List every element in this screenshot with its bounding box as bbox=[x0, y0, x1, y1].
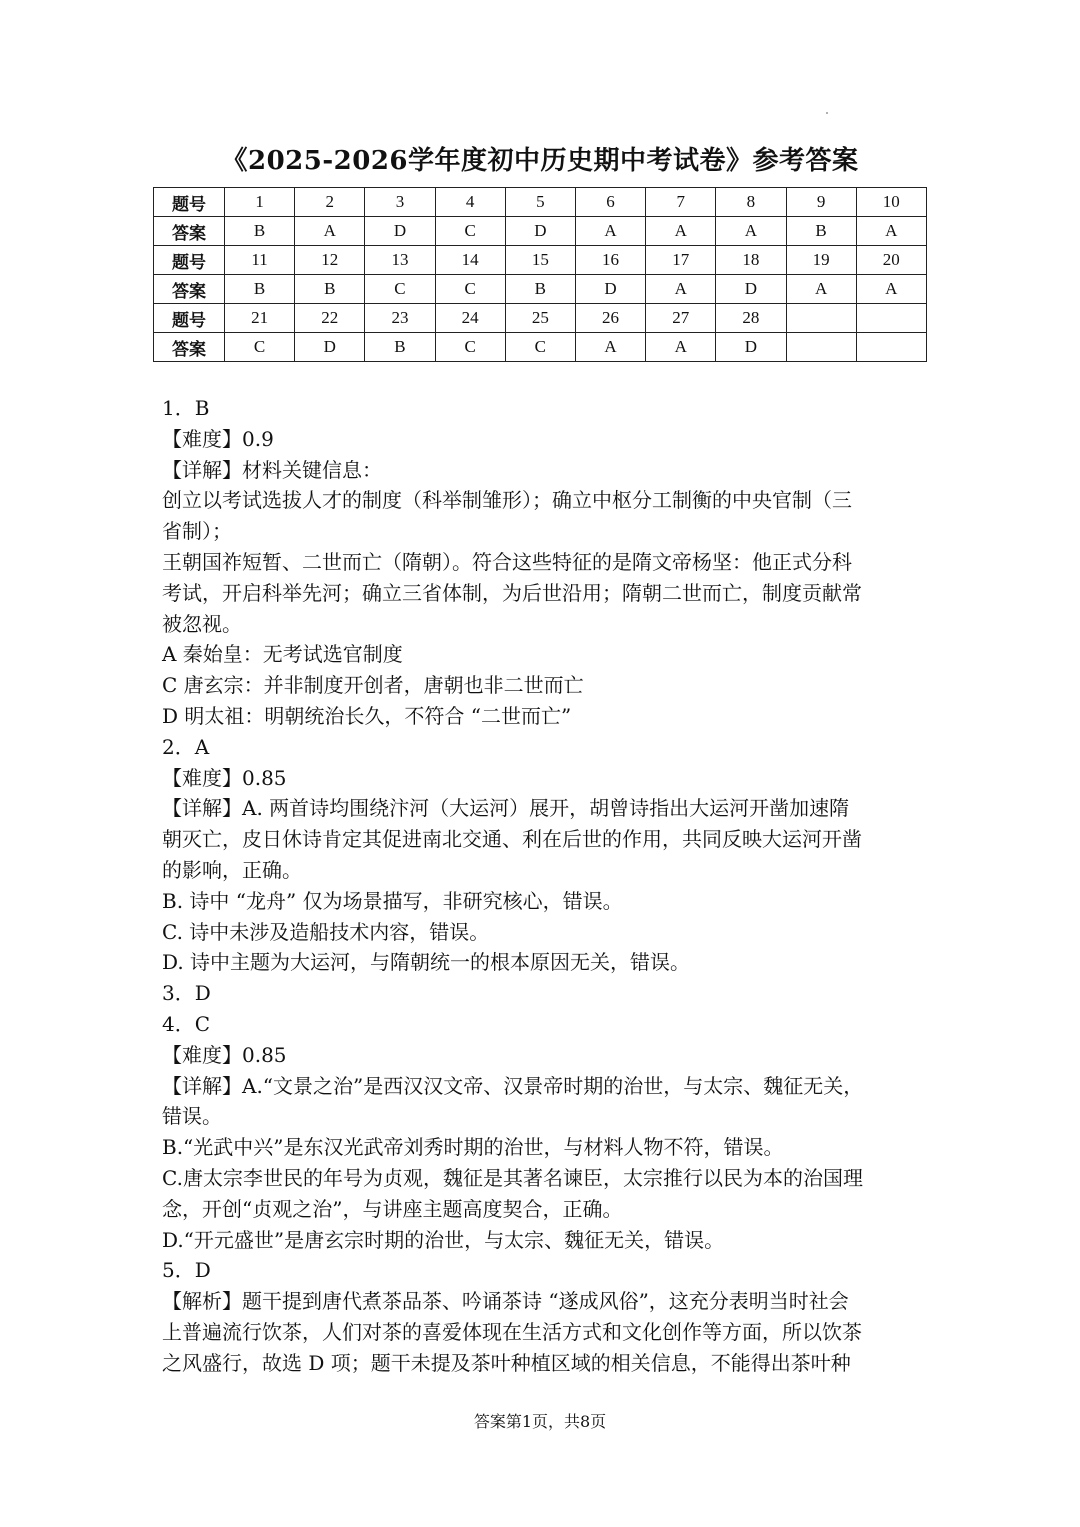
question-number-cell: 19 bbox=[786, 246, 856, 275]
question-number-cell: 6 bbox=[575, 188, 645, 217]
question-number-cell bbox=[856, 304, 926, 333]
question-number-cell: 15 bbox=[505, 246, 575, 275]
row-header: 题号 bbox=[154, 304, 225, 333]
row-header: 题号 bbox=[154, 188, 225, 217]
text-line: 【难度】0.85 bbox=[162, 1042, 287, 1067]
answer-key-table bbox=[153, 187, 927, 362]
text-line: 考试，开启科举先河；确立三省体制，为后世沿用；隋朝二世而亡，制度贡献常 bbox=[162, 580, 862, 605]
question-number-row bbox=[154, 188, 927, 217]
text-line: 【详解】材料关键信息： bbox=[162, 457, 382, 482]
text-line: 省制）； bbox=[162, 519, 232, 544]
question-number-cell: 8 bbox=[716, 188, 786, 217]
text-line: 1．B bbox=[162, 396, 210, 420]
answer-cell: A bbox=[856, 217, 926, 246]
answer-cell: C bbox=[365, 275, 435, 304]
question-number-cell: 11 bbox=[225, 246, 295, 275]
answer-explanations bbox=[162, 393, 922, 1379]
page-title: 《2025-2026学年度初中历史期中考试卷》参考答案 bbox=[221, 146, 859, 176]
text-line: 创立以考试选拔人才的制度（科举制雏形）；确立中枢分工制衡的中央官制（三 bbox=[162, 488, 852, 513]
question-number-row bbox=[154, 304, 927, 333]
answer-cell: C bbox=[435, 217, 505, 246]
text-line: 【难度】0.85 bbox=[162, 765, 287, 790]
text-line: 的影响，正确。 bbox=[162, 857, 302, 882]
page-mark bbox=[826, 112, 828, 114]
question-number-cell: 13 bbox=[365, 246, 435, 275]
answer-cell: A bbox=[575, 333, 645, 362]
answer-cell: A bbox=[646, 275, 716, 304]
answer-cell: B bbox=[225, 275, 295, 304]
text-line: 上普遍流行饮茶，人们对茶的喜爱体现在生活方式和文化创作等方面，所以饮茶 bbox=[162, 1319, 862, 1344]
text-line: 王朝国祚短暂、二世而亡（隋朝）。符合这些特征的是隋文帝杨坚：他正式分科 bbox=[162, 549, 852, 574]
page-footer: 答案第1页，共8页 bbox=[473, 1412, 607, 1431]
text-line: 【难度】0.9 bbox=[162, 426, 274, 451]
text-line: 朝灭亡，皮日休诗肯定其促进南北交通、利在后世的作用，共同反映大运河开凿 bbox=[162, 827, 862, 852]
question-number-cell bbox=[786, 304, 856, 333]
text-line: D.“开元盛世”是唐玄宗时期的治世，与太宗、魏征无关，错误。 bbox=[162, 1227, 725, 1252]
text-line: 被忽视。 bbox=[162, 611, 242, 636]
question-number-cell: 22 bbox=[295, 304, 365, 333]
text-line: 【详解】A.“文景之治”是西汉汉文帝、汉景帝时期的治世，与太宗、魏征无关， bbox=[162, 1073, 864, 1098]
text-line: D 明太祖：明朝统治长久，不符合 “二世而亡” bbox=[162, 703, 572, 728]
answer-cell: D bbox=[716, 275, 786, 304]
question-number-cell: 24 bbox=[435, 304, 505, 333]
row-header: 答案 bbox=[154, 275, 225, 304]
question-number-cell: 21 bbox=[225, 304, 295, 333]
question-number-cell: 17 bbox=[646, 246, 716, 275]
text-line: 【解析】题干提到唐代煮茶品茶、吟诵茶诗 “遂成风俗”，这充分表明当时社会 bbox=[162, 1289, 849, 1314]
answer-cell: B bbox=[365, 333, 435, 362]
question-number-cell: 18 bbox=[716, 246, 786, 275]
question-number-cell: 7 bbox=[646, 188, 716, 217]
answer-cell: D bbox=[365, 217, 435, 246]
answer-cell: B bbox=[295, 275, 365, 304]
row-header: 题号 bbox=[154, 246, 225, 275]
answer-cell: A bbox=[856, 275, 926, 304]
row-header: 答案 bbox=[154, 217, 225, 246]
question-number-cell: 20 bbox=[856, 246, 926, 275]
text-line: 【详解】A. 两首诗均围绕汴河（大运河）展开，胡曾诗指出大运河开凿加速隋 bbox=[162, 796, 850, 821]
answer-row bbox=[154, 217, 927, 246]
question-number-cell: 2 bbox=[295, 188, 365, 217]
question-number-cell: 9 bbox=[786, 188, 856, 217]
row-header: 答案 bbox=[154, 333, 225, 362]
text-line: B. 诗中 “龙舟” 仅为场景描写，非研究核心，错误。 bbox=[162, 888, 623, 913]
text-line: 4．C bbox=[162, 1011, 211, 1036]
answer-cell: A bbox=[786, 275, 856, 304]
answer-cell: B bbox=[225, 217, 295, 246]
answer-cell: A bbox=[646, 217, 716, 246]
answer-cell: D bbox=[716, 333, 786, 362]
text-line: C.唐太宗李世民的年号为贞观，魏征是其著名谏臣，太宗推行以民为本的治国理 bbox=[162, 1165, 863, 1190]
answer-cell: A bbox=[716, 217, 786, 246]
text-line: C. 诗中未涉及造船技术内容，错误。 bbox=[162, 919, 490, 944]
text-line: D. 诗中主题为大运河，与隋朝统一的根本原因无关，错误。 bbox=[162, 950, 691, 975]
question-number-cell: 12 bbox=[295, 246, 365, 275]
question-number-cell: 5 bbox=[505, 188, 575, 217]
answer-cell: D bbox=[575, 275, 645, 304]
answer-cell: A bbox=[646, 333, 716, 362]
answer-cell bbox=[786, 333, 856, 362]
answer-cell: C bbox=[505, 333, 575, 362]
answer-cell: A bbox=[295, 217, 365, 246]
answer-cell bbox=[856, 333, 926, 362]
answer-cell: C bbox=[435, 275, 505, 304]
question-number-cell: 10 bbox=[856, 188, 926, 217]
answer-cell: B bbox=[786, 217, 856, 246]
text-line: A 秦始皇：无考试选官制度 bbox=[162, 642, 403, 667]
answer-cell: D bbox=[505, 217, 575, 246]
text-line: 2．A bbox=[162, 734, 210, 759]
answer-cell: C bbox=[225, 333, 295, 362]
question-number-cell: 14 bbox=[435, 246, 505, 275]
question-number-cell: 3 bbox=[365, 188, 435, 217]
question-number-cell: 23 bbox=[365, 304, 435, 333]
text-line: 念，开创“贞观之治”，与讲座主题高度契合，正确。 bbox=[162, 1196, 623, 1221]
question-number-cell: 16 bbox=[575, 246, 645, 275]
answer-cell: C bbox=[435, 333, 505, 362]
text-line: B.“光武中兴”是东汉光武帝刘秀时期的治世，与材料人物不符，错误。 bbox=[162, 1135, 784, 1160]
question-number-cell: 1 bbox=[225, 188, 295, 217]
answer-cell: A bbox=[575, 217, 645, 246]
question-number-cell: 26 bbox=[575, 304, 645, 333]
text-line: 之风盛行，故选 D 项；题干未提及茶叶种植区域的相关信息，不能得出茶叶种 bbox=[162, 1350, 851, 1375]
question-number-cell: 27 bbox=[646, 304, 716, 333]
question-number-row bbox=[154, 246, 927, 275]
question-number-cell: 25 bbox=[505, 304, 575, 333]
text-line: 5．D bbox=[162, 1258, 211, 1283]
answer-row bbox=[154, 333, 927, 362]
text-line: C 唐玄宗：并非制度开创者，唐朝也非二世而亡 bbox=[162, 673, 584, 698]
answer-cell: D bbox=[295, 333, 365, 362]
answer-cell: B bbox=[505, 275, 575, 304]
answer-row bbox=[154, 275, 927, 304]
text-line: 错误。 bbox=[162, 1104, 222, 1129]
question-number-cell: 28 bbox=[716, 304, 786, 333]
text-line: 3．D bbox=[162, 981, 211, 1006]
question-number-cell: 4 bbox=[435, 188, 505, 217]
